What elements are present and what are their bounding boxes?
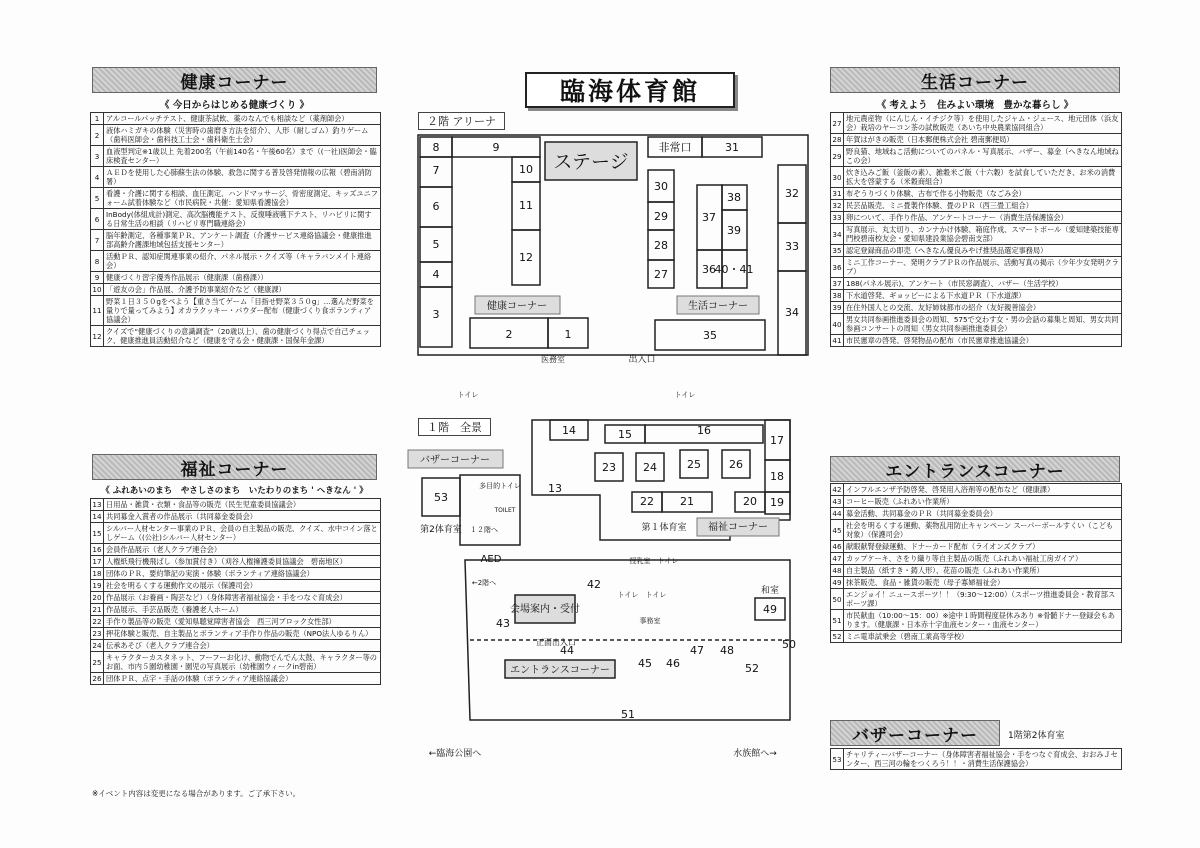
event-number: 13 xyxy=(92,500,102,509)
event-description: キャラクターカスタネット、フーフーお化け、動物でんでん太鼓、キャラクター等のお面、市内５園幼稚園・園児の写真展示（幼稚園ウィークin碧南） xyxy=(104,652,381,673)
event-number: 12 xyxy=(91,326,104,347)
event-number: 7 xyxy=(91,230,104,251)
event-row xyxy=(831,245,1122,257)
booth-label: 25 xyxy=(687,458,701,471)
booth-label: 40・41 xyxy=(714,263,754,276)
event-number: 4 xyxy=(91,167,104,188)
event-description: 写真展示、丸太切り、カンナかけ体験、箱庭作成、スマートボール（愛知建築技能専門校碧南校友会・愛知県建設業協会碧南支部） xyxy=(844,224,1122,245)
event-number: 24 xyxy=(92,641,102,650)
event-row xyxy=(831,335,1122,347)
event-description: 共同募金入賞者の作品展示（共同募金委員会） xyxy=(104,511,381,523)
event-description: 献眼献腎登録運動、ドナーカード配布（ライオンズクラブ） xyxy=(844,541,1122,553)
map-label-park: ←臨海公園へ xyxy=(428,749,482,759)
event-row xyxy=(831,212,1122,224)
event-row xyxy=(831,257,1122,278)
booth-label: 15 xyxy=(618,428,632,441)
booth-label: 24 xyxy=(643,461,657,474)
map-label-entrance_zone: エントランスコーナー xyxy=(510,665,610,676)
booth-label: 28 xyxy=(654,239,668,252)
booth-label: 3 xyxy=(432,308,440,321)
map-label-multi_toilet: 多目的トイレ xyxy=(479,482,521,490)
booth-label: 4 xyxy=(432,268,440,281)
event-description: InBody(体組成計)測定、高次脳機能テスト、反復唾液嚥下テスト、リハビリに関する日常生活の相談（リハビリ専門職連絡会） xyxy=(104,209,381,230)
booth-label: 8 xyxy=(432,141,440,154)
event-number: 45 xyxy=(831,520,844,541)
booth-label: 14 xyxy=(562,424,576,437)
event-description: エンジョイ！ニュースポーツ！！（9:30～12:00）（スポーツ推進委員会・教育部スポーツ課） xyxy=(844,589,1122,610)
event-number: 50 xyxy=(831,589,844,610)
event-number: 47 xyxy=(832,554,842,563)
entrance-event-table xyxy=(830,483,1122,643)
event-row xyxy=(831,508,1122,520)
entrance-corner-header: エントランスコーナー xyxy=(830,456,1120,482)
floor2-label: ２階 アリーナ xyxy=(418,112,505,130)
booth-label: 18 xyxy=(770,470,784,483)
booth-label: 21 xyxy=(680,495,694,508)
event-number: 20 xyxy=(92,593,102,602)
event-description: 日用品・雑貨・衣類・食品等の販売（民生児童委員協議会） xyxy=(104,499,381,511)
event-row xyxy=(831,167,1122,188)
event-description: クイズで“健康づくりの意識調査”（20歳以上）、歯の健康づくり得点で自己チェック、健康推進員活動紹介など（健康を守る会・健康課・国保年金課） xyxy=(104,326,381,347)
event-number: 31 xyxy=(832,189,842,198)
event-description: アルコールパッチテスト、健康茶試飲、薬のなんでも相談など（薬剤師会） xyxy=(104,113,381,125)
event-description: 民芸品販売、ミニ畳製作体験、畳のＰＲ（西三畳工組合） xyxy=(844,200,1122,212)
event-description: 在住外国人との交流、友好姉妹都市の紹介（友好親善協会） xyxy=(844,302,1122,314)
event-number: 23 xyxy=(92,629,102,638)
event-description: カップケーキ、さをり織り等自主製品の販売（ふれあい福祉工房ガイア） xyxy=(844,553,1122,565)
booth-label: 50 xyxy=(782,638,796,651)
event-row xyxy=(831,224,1122,245)
event-row xyxy=(831,302,1122,314)
event-number: 37 xyxy=(832,279,842,288)
map-label-nursing: 授乳室 xyxy=(629,557,651,565)
event-number: 49 xyxy=(832,578,842,587)
health-corner-header: 健康コーナー xyxy=(92,67,377,93)
map-label-welfare_zone: 福祉コーナー xyxy=(708,522,768,533)
booth-label: 47 xyxy=(690,644,704,657)
booth-label: 29 xyxy=(654,210,668,223)
event-description: 認定登録商品の即売（へきなん優良みやげ推奨品選定事務局） xyxy=(844,245,1122,257)
floor1-label: １階 全景 xyxy=(418,418,491,436)
event-description: 抹茶販売、食品・雑貨の販売（母子寡婦福祉会） xyxy=(844,577,1122,589)
event-number: 19 xyxy=(92,581,102,590)
booth-label: 48 xyxy=(720,644,734,657)
booth-label: 49 xyxy=(763,603,777,616)
booth-label: 53 xyxy=(434,491,448,504)
bazaar-event-table xyxy=(830,748,1122,770)
event-description: 男女共同参画推進委員会の周知、575で交わす女・男の会話の募集と周知、男女共同参画コンサートの周知（男女共同参画推進委員会） xyxy=(844,314,1122,335)
booth-label: 42 xyxy=(587,578,601,591)
event-number: 34 xyxy=(831,224,844,245)
event-description: ミニ電車試乗会（碧南工業高等学校） xyxy=(844,631,1122,643)
event-number: 11 xyxy=(91,296,104,326)
event-row xyxy=(831,610,1122,631)
event-description: 布ぞうりづくり体験、古布で作る小物販売（なごみ会） xyxy=(844,188,1122,200)
welfare-subtitle: 《 ふれあいのまち やさしさのまち いたわりのまち ' へきなん ' 》 xyxy=(101,486,368,496)
booth-label: 34 xyxy=(785,306,799,319)
event-number: 35 xyxy=(832,246,842,255)
event-description: 人権紙飛行機飛ばし（参加賞付き）（刈谷人権擁護委員協議会 碧南地区） xyxy=(104,556,381,568)
booth-label: 2 xyxy=(505,328,513,341)
event-description: 健康づくり習字優秀作品展示（健康課（歯務課）） xyxy=(104,272,381,284)
event-number: 52 xyxy=(832,632,842,641)
bazaar-corner-header: バザーコーナー xyxy=(830,720,1000,746)
event-row xyxy=(831,290,1122,302)
life-event-table xyxy=(830,112,1122,347)
booth-label: 11 xyxy=(519,199,533,212)
map-label-aquarium: 水族館へ→ xyxy=(733,749,777,759)
event-number: 27 xyxy=(831,113,844,134)
booth-label: 33 xyxy=(785,240,799,253)
event-number: 6 xyxy=(91,209,104,230)
event-description: ＡＥＤを使用した心肺蘇生法の体験、救急に関する普及啓発情報の広報（碧南消防署） xyxy=(104,167,381,188)
map-label-aed: AED xyxy=(480,554,502,565)
event-number: 48 xyxy=(832,566,842,575)
booth-label: 35 xyxy=(703,329,717,342)
event-row xyxy=(831,631,1122,643)
event-number: 41 xyxy=(832,336,842,345)
event-description: 市民憲章の啓発、啓発物品の配布（市民憲章推進協議会） xyxy=(844,335,1122,347)
event-number: 44 xyxy=(832,509,842,518)
booth-label: 38 xyxy=(727,191,741,204)
event-number: 38 xyxy=(832,291,842,300)
event-description: ミニ工作コーナー、発明クラブＰＲの作品展示、活動写真の掲示（少年少女発明クラブ） xyxy=(844,257,1122,278)
event-description: コーヒー販売（ふれあい作業所） xyxy=(844,496,1122,508)
event-number: 46 xyxy=(832,542,842,551)
event-number: 29 xyxy=(831,146,844,167)
bazaar-place: 1階第2体育室 xyxy=(1008,731,1065,741)
map-label-toilet: トイレ xyxy=(617,591,639,599)
map-label-stage: ステージ xyxy=(553,151,629,173)
map-label-toilet: トイレ xyxy=(645,591,667,599)
event-description: 募金活動、共同募金のＰＲ（共同募金委員会） xyxy=(844,508,1122,520)
event-row xyxy=(831,200,1122,212)
event-number: 18 xyxy=(92,569,102,578)
event-description: 押花体験と販売、自主製品とボランティア手作り作品の販売（NPO法人ゆるりん） xyxy=(104,628,381,640)
booth-label: 16 xyxy=(697,424,711,437)
event-number: 8 xyxy=(91,251,104,272)
event-description: 年賀はがきの販売（日本郵便株式会社 碧南郵便局） xyxy=(844,134,1122,146)
booth-label: 10 xyxy=(519,163,533,176)
map-label-toilet_label: TOILET xyxy=(494,507,516,514)
event-number: 28 xyxy=(832,135,842,144)
event-description: 「遊友の会」作品展、介護予防事業紹介など（健康課） xyxy=(104,284,381,296)
booth-label: 32 xyxy=(785,187,799,200)
event-number: 16 xyxy=(92,545,102,554)
map-label-twoF: １２階へ xyxy=(470,526,498,534)
event-description: 手作り製品等の販売（愛知県聴覚障害者協会 西三河ブロック女性部） xyxy=(104,616,381,628)
event-number: 5 xyxy=(91,188,104,209)
booth-label: 20 xyxy=(743,495,757,508)
event-number: 53 xyxy=(831,749,844,770)
event-description: 脳年齢測定、各種事業ＰＲ、アンケート調査（介護サービス連絡協議会・健康推進部高齢介護課地域包括支援センター） xyxy=(104,230,381,251)
event-description: 作品展示、手芸品販売（養護老人ホーム） xyxy=(104,604,381,616)
booth-label: 17 xyxy=(770,434,784,447)
booth-label: 7 xyxy=(432,164,440,177)
event-description: 地元農産物（にんじん・イチジク等）を使用したジャム・ジュース、地元団体（浜友会）栽培のヤーコン茶の試飲販売（あいち中央農業協同組合） xyxy=(844,113,1122,134)
event-number: 10 xyxy=(92,285,102,294)
life-corner-header: 生活コーナー xyxy=(830,67,1120,93)
event-row xyxy=(831,146,1122,167)
map-label-washitsu: 和室 xyxy=(760,586,780,596)
event-number: 40 xyxy=(831,314,844,335)
event-number: 32 xyxy=(832,201,842,210)
event-number: 43 xyxy=(832,497,842,506)
map-label-front: 正面出入口 xyxy=(536,638,576,647)
event-description: 炊き込みご飯（釜飯の素）、雑穀米ご飯（十六穀）を試食していただき、お米の消費拡大を啓蒙する（米穀商組合） xyxy=(844,167,1122,188)
booth-label: 46 xyxy=(666,657,680,670)
event-description: 野良猫、地域ねこ活動についてのパネル・写真展示、バザー、募金（へきなん地域ねこの会） xyxy=(844,146,1122,167)
event-number: 21 xyxy=(92,605,102,614)
event-description: 会員作品展示（老人クラブ連合会） xyxy=(104,544,381,556)
event-number: 51 xyxy=(831,610,844,631)
booth-label: 26 xyxy=(729,458,743,471)
event-row xyxy=(831,565,1122,577)
event-description: 野菜１日３５０gをべよう【重さ当てゲーム「目指せ野菜３５０g」…選んだ野菜を量りで量ってみよう】オカラクッキー・パウダー配布（健康づくり食ボランティア協議会） xyxy=(104,296,381,326)
event-row xyxy=(831,113,1122,134)
event-description: 活動ＰＲ、認知症関連事業の紹介、パネル展示・クイズ等（キャラバンメイト連絡会） xyxy=(104,251,381,272)
event-description: 血液型判定※1歳以上 先着200名（午前140名・午後60名）まで（(一社)医師会・臨床検査センター） xyxy=(104,146,381,167)
map-label-toilet: トイレ xyxy=(674,391,696,399)
booth-label: 37 xyxy=(702,211,716,224)
event-number: 33 xyxy=(832,213,842,222)
event-row xyxy=(831,541,1122,553)
booth-label: 23 xyxy=(602,461,616,474)
booth-label: 19 xyxy=(770,496,784,509)
event-number: 36 xyxy=(831,257,844,278)
event-description: インフルエンザ予防啓発、啓発用入浴剤等の配布など（健康課） xyxy=(844,484,1122,496)
event-number: 39 xyxy=(832,303,842,312)
map-label-medical: 医務室 xyxy=(541,355,565,364)
event-number: 1 xyxy=(91,113,104,125)
map-label-office: 事務室 xyxy=(639,617,661,625)
map-label-life_zone: 生活コーナー xyxy=(688,301,748,312)
event-row xyxy=(831,496,1122,508)
booth-label: 27 xyxy=(654,268,668,281)
map-label-toilet: トイレ xyxy=(457,391,479,399)
event-description: 社会を明るくする運動、薬物乱用防止キャンペーン スーパーボールすくい（こども対象）（保護司会） xyxy=(844,520,1122,541)
map-label-reception: 会場案内・受付 xyxy=(510,604,580,615)
event-row xyxy=(831,484,1122,496)
booth-label: 45 xyxy=(638,657,652,670)
map-label-emergency: 非常口 xyxy=(658,141,692,154)
event-number: 25 xyxy=(91,652,104,673)
event-description: 液体ハミガキの体験（災害時の歯磨き方法を紹介）、人形（耐しゴム）釣りゲーム（歯科医師会・歯科技工士会・歯科衛生士会） xyxy=(104,125,381,146)
event-number: 9 xyxy=(91,272,104,284)
event-description: 作品展示（お養画・陶芸など）（身体障害者福祉協会・手をつなぐ育成会） xyxy=(104,592,381,604)
booth-label: 12 xyxy=(519,251,533,264)
booth-label: 1 xyxy=(564,328,572,341)
event-row xyxy=(831,520,1122,541)
event-number: 17 xyxy=(92,557,102,566)
change-notice: ※イベント内容は変更になる場合があります。ご了承下さい。 xyxy=(92,789,301,798)
map-label-bazaar_zone: バザーコーナー xyxy=(420,455,490,466)
event-number: 3 xyxy=(91,146,104,167)
welfare-corner-header: 福祉コーナー xyxy=(92,454,377,480)
booth-label: 43 xyxy=(496,617,510,630)
event-row xyxy=(831,749,1122,770)
booth-label: 36 xyxy=(702,263,716,276)
booth-label: 5 xyxy=(432,238,440,251)
page-title: 臨海体育館 xyxy=(525,72,735,108)
event-description: 市民献血（10:00～15：00）※途中１時間程度昼休みあり ※骨髄ドナー登録会もあります。（健康課・日本赤十字血液センター・血液センター） xyxy=(844,610,1122,631)
health-subtitle: 《 今日からはじめる健康づくり 》 xyxy=(159,100,310,111)
event-description: チャリティーバザーコーナー（身体障害者福祉協会・手をつなぐ育成会、おおみＪセンター、西三河の輪をつくろう！！・消費生活保護協会） xyxy=(844,749,1122,770)
event-row xyxy=(831,589,1122,610)
event-number: 15 xyxy=(91,523,104,544)
event-number: 42 xyxy=(832,485,842,494)
event-description: 団体ＰＲ、点字・手話の体験（ボランティア連絡協議会） xyxy=(104,673,381,685)
booth-label: 30 xyxy=(654,180,668,193)
event-number: 26 xyxy=(92,674,102,683)
booth-label: 22 xyxy=(640,495,654,508)
booth-label: 39 xyxy=(727,224,741,237)
map-label-exit_2f: 出入口 xyxy=(628,355,656,365)
event-description: 看護・介護に関する相談、血圧測定、ハンドマッサージ、骨密度測定、キッズユニフォーム試着体験など（市民病院・共催：愛知県看護協会） xyxy=(104,188,381,209)
event-number: 22 xyxy=(92,617,102,626)
map-label-gym2: 第2体育室 xyxy=(420,525,462,535)
map-label-toilet: トイレ xyxy=(657,557,679,565)
booth-label: 31 xyxy=(725,141,739,154)
event-row xyxy=(831,553,1122,565)
event-number: 2 xyxy=(91,125,104,146)
booth-label: 13 xyxy=(548,482,562,495)
booth-label: 9 xyxy=(492,141,500,154)
event-description: 団体のＰＲ、要約筆記の実演・体験（ボランティア連絡協議会） xyxy=(104,568,381,580)
booth-label: 6 xyxy=(432,200,440,213)
booth-label: 51 xyxy=(621,708,635,721)
event-description: 伝承あそび（老人クラブ連合会） xyxy=(104,640,381,652)
event-description: 社会を明るくする運動作文の展示（保護司会） xyxy=(104,580,381,592)
event-row xyxy=(831,188,1122,200)
map-label-health_zone: 健康コーナー xyxy=(487,301,547,312)
booth-label: 44 xyxy=(560,644,574,657)
event-description: 自主製品（紙すき・鋳人形）、花苗の販売（ふれあい作業所） xyxy=(844,565,1122,577)
life-subtitle: 《 考えよう 住みよい環境 豊かな暮らし 》 xyxy=(876,100,1074,111)
event-description: 卵について、手作り作品、アンケートコーナー（消費生活保護協会） xyxy=(844,212,1122,224)
event-description: 188(パネル展示)、アンケート（市民窓調査）、バザー（生活学校） xyxy=(844,278,1122,290)
map-label-gym1: 第１体育室 xyxy=(641,523,687,533)
event-number: 30 xyxy=(831,167,844,188)
event-row xyxy=(831,134,1122,146)
event-description: シルバー人材センター事業のＰＲ、会員の自主製品の販売、クイズ、水中コイン落としゲーム（(公社)シルバー人材センター） xyxy=(104,523,381,544)
booth-label: 52 xyxy=(745,662,759,675)
event-description: 下水道啓発、ギョッピーによる下水道ＰＲ（下水道課） xyxy=(844,290,1122,302)
event-row xyxy=(831,577,1122,589)
event-row xyxy=(831,314,1122,335)
map-label-to2f: ←2階へ xyxy=(471,579,497,587)
event-number: 14 xyxy=(92,512,102,521)
event-row xyxy=(831,278,1122,290)
